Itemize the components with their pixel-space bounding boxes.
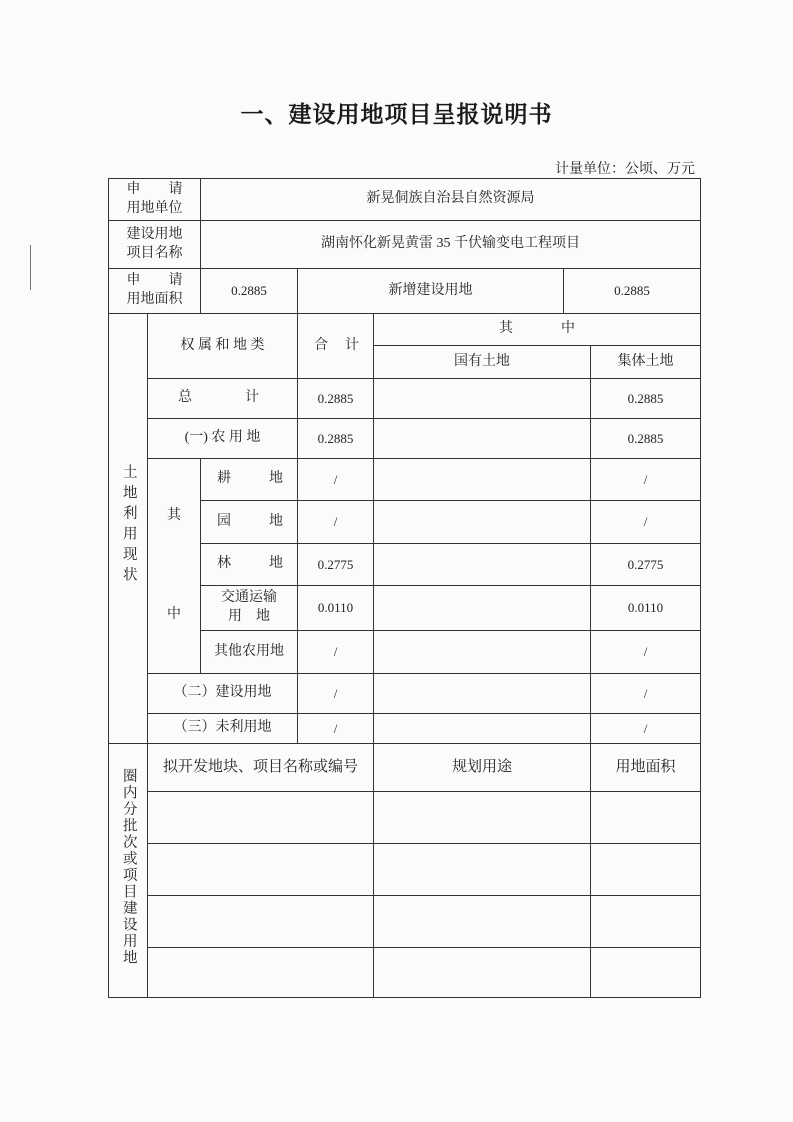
state-value [374, 379, 591, 419]
state-value [374, 674, 591, 714]
total-value: / [298, 501, 374, 544]
batch-name-cell [148, 844, 374, 896]
label-char: 中 [167, 607, 181, 623]
project-value: 湖南怀化新晃黄雷 35 千伏输变电工程项目 [201, 221, 701, 269]
applicant-label [109, 179, 201, 221]
batch-name-header: 拟开发地块、项目名称或编号 [148, 744, 374, 792]
label-char: 其 [167, 508, 181, 523]
batch-name-cell [148, 948, 374, 998]
total-value: 0.2885 [298, 419, 374, 459]
status-header-row [109, 314, 701, 346]
land-status-section-label [109, 314, 148, 744]
collective-value: / [591, 714, 701, 744]
total-value: 0.2885 [298, 379, 374, 419]
batch-name-cell [148, 896, 374, 948]
sub-label [201, 586, 298, 631]
sub-label: 其他农用地 [201, 631, 298, 674]
header-char: 计 [345, 337, 359, 353]
area-cell [591, 948, 701, 998]
state-value [374, 501, 591, 544]
new-construction-value: 0.2885 [564, 269, 701, 314]
category-header: 权 属 和 地 类 [148, 314, 298, 379]
section-label-text: 圈内分批次或项目建设用地 [120, 768, 137, 967]
label-line: 建设用地 [126, 226, 183, 242]
label-line: 申 请 [126, 181, 183, 197]
state-value [374, 419, 591, 459]
project-row [109, 221, 701, 269]
batches-header-row [109, 744, 701, 792]
area-label [109, 269, 201, 314]
area-cell [591, 844, 701, 896]
state-value [374, 544, 591, 586]
label-line: 用地单位 [126, 200, 183, 216]
label-line: 申 请 [126, 273, 183, 289]
state-value [374, 714, 591, 744]
label-char: 计 [245, 390, 259, 406]
collective-value: / [591, 501, 701, 544]
total-value: 0.2775 [298, 544, 374, 586]
agri-sub-row [109, 459, 701, 501]
label-char: 地 [269, 556, 283, 572]
label-line: 交通运输 [221, 590, 277, 606]
document-title: 一、建设用地项目呈报说明书 [240, 102, 553, 127]
agri-label: (一) 农 用 地 [148, 419, 298, 459]
area-header: 用地面积 [591, 744, 701, 792]
batch-row [109, 792, 701, 844]
unit-note: 计量单位：公顷、万元 [555, 162, 695, 177]
area-cell [591, 792, 701, 844]
planned-use-cell [374, 844, 591, 896]
planned-use-cell [374, 948, 591, 998]
of-which-side-label [148, 459, 201, 674]
sub-label [201, 459, 298, 501]
collective-value: / [591, 459, 701, 501]
total-row [109, 379, 701, 419]
new-construction-label: 新增建设用地 [298, 269, 564, 314]
unused-label: （三）未利用地 [148, 714, 298, 744]
label-line: 用 地 [228, 609, 270, 624]
sub-label [201, 544, 298, 586]
scan-mark [30, 245, 31, 290]
agri-row [109, 419, 701, 459]
batch-name-cell [148, 792, 374, 844]
batch-row [109, 948, 701, 998]
header-char: 中 [561, 321, 576, 337]
label-line: 用地面积 [126, 292, 183, 307]
label-char: 耕 [217, 471, 231, 487]
section-label-text: 土地利用现状 [120, 463, 137, 587]
of-which-header [374, 314, 701, 346]
collective-value: / [591, 674, 701, 714]
label-line: 项目名称 [126, 245, 183, 261]
total-value: / [298, 631, 374, 674]
area-cell [591, 896, 701, 948]
planned-use-cell [374, 896, 591, 948]
collective-value: 0.2885 [591, 419, 701, 459]
planned-use-header: 规划用途 [374, 744, 591, 792]
state-value [374, 631, 591, 674]
batch-row [109, 844, 701, 896]
planned-use-cell [374, 792, 591, 844]
collective-value: / [591, 631, 701, 674]
area-row [109, 269, 701, 314]
batches-section-label [109, 744, 148, 998]
label-char: 地 [269, 513, 283, 529]
construction-row [109, 674, 701, 714]
collective-value: 0.0110 [591, 586, 701, 631]
state-land-header: 国有土地 [374, 346, 591, 379]
batch-row [109, 896, 701, 948]
total-value: 0.0110 [298, 586, 374, 631]
total-label [148, 379, 298, 419]
total-value: / [298, 459, 374, 501]
label-char: 林 [217, 556, 231, 572]
project-label [109, 221, 201, 269]
label-char: 园 [217, 513, 231, 529]
header-char: 其 [499, 321, 513, 337]
total-header [298, 314, 374, 379]
label-char: 总 [178, 390, 192, 406]
collective-land-header: 集体土地 [591, 346, 701, 379]
label-char: 地 [269, 471, 283, 487]
applicant-row [109, 179, 701, 221]
total-value: / [298, 714, 374, 744]
unused-row [109, 714, 701, 744]
construction-label: （二）建设用地 [148, 674, 298, 714]
collective-value: 0.2885 [591, 379, 701, 419]
state-value [374, 586, 591, 631]
collective-value: 0.2775 [591, 544, 701, 586]
state-value [374, 459, 591, 501]
sub-label [201, 501, 298, 544]
header-char: 合 [314, 337, 328, 353]
total-value: / [298, 674, 374, 714]
area-value: 0.2885 [201, 269, 298, 314]
applicant-value: 新晃侗族自治县自然资源局 [201, 179, 701, 221]
land-use-report-table [108, 178, 701, 998]
